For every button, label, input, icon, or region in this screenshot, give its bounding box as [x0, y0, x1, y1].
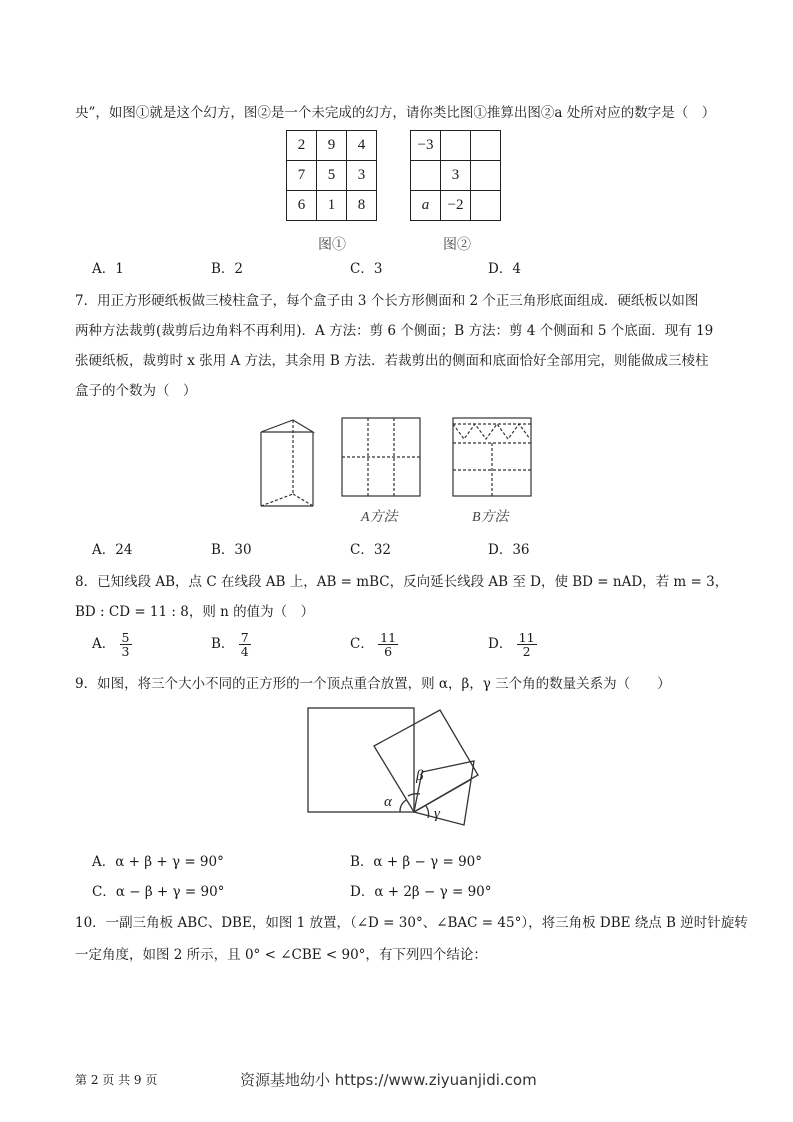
grid1-cell: 9: [317, 131, 347, 161]
method-a-board: [342, 418, 420, 496]
fraction-numerator: 5: [121, 630, 130, 645]
grid2-cell: [471, 161, 501, 191]
grid1-cell: 6: [287, 191, 317, 221]
alpha-label: α: [384, 794, 392, 810]
fraction-numerator: 7: [240, 630, 249, 645]
q8-option-b: [211, 631, 251, 658]
grid1-cell: 1: [317, 191, 347, 221]
q7-line-1: 7．用正方形硬纸板做三棱柱盒子，每个盒子由 3 个长方形侧面和 2 个正三角形底面组成．硬纸板以如图: [75, 293, 699, 309]
fraction: [239, 631, 251, 658]
q6-option-d: D．4: [488, 261, 521, 277]
magic-square-2: [410, 130, 501, 221]
q8-option-c: [350, 631, 398, 658]
grid1-cell: 3: [347, 161, 377, 191]
q9-option-b: B．α + β − γ = 90°: [350, 854, 483, 870]
fraction: [517, 631, 537, 658]
fraction-denominator: 2: [522, 644, 531, 659]
q6-option-a: A．1: [92, 261, 124, 277]
q7-line-2: 两种方法裁剪(裁剪后边角料不再利用)．A 方法：剪 6 个侧面；B 方法：剪 4 个侧面和 5 个底面．现有 19: [75, 323, 714, 339]
q9-option-c: C．α − β + γ = 90°: [92, 884, 225, 900]
option-label: C．: [350, 636, 374, 652]
grid1-cell: 4: [347, 131, 377, 161]
fraction-numerator: 11: [518, 630, 535, 645]
grid2-cell: −2: [441, 191, 471, 221]
q9-option-a: A．α + β + γ = 90°: [92, 854, 224, 870]
q7-option-d: D．36: [488, 542, 530, 558]
grid2-cell: −3: [411, 131, 441, 161]
q8-option-a: [92, 631, 132, 658]
option-label: B．: [211, 636, 235, 652]
method-b-caption: B方法: [472, 510, 509, 525]
fraction: [120, 631, 132, 658]
q7-option-a: A．24: [92, 542, 133, 558]
three-squares-figure: [300, 700, 495, 845]
q10-line-2: 一定角度，如图 2 所示，且 0° < ∠CBE < 90°，有下列四个结论：: [75, 947, 487, 963]
figure-caption-1: 图①: [318, 238, 346, 253]
grid2-cell: [411, 161, 441, 191]
grid2-cell: [441, 131, 471, 161]
q8-line-1: 8．已知线段 AB，点 C 在线段 AB 上，AB = mBC，反向延长线段 AB 至 D，使 BD = nAD，若 m = 3，: [75, 574, 729, 590]
q8-option-d: [488, 631, 537, 658]
beta-label: β: [416, 768, 424, 784]
q6-option-b: B．2: [211, 261, 244, 277]
q7-option-b: B．30: [211, 542, 252, 558]
grid2-cell: [471, 131, 501, 161]
fraction-denominator: 6: [384, 644, 393, 659]
method-a-caption: A方法: [361, 510, 398, 525]
magic-square-1: [286, 130, 377, 221]
q7-line-3: 张硬纸板，裁剪时 x 张用 A 方法，其余用 B 方法．若裁剪出的侧面和底面恰好全部用完，则能做成三棱柱: [75, 353, 709, 369]
large-square: [308, 708, 414, 812]
grid1-cell: 8: [347, 191, 377, 221]
option-label: D．: [488, 636, 513, 652]
fraction-numerator: 11: [380, 630, 397, 645]
q6-option-c: C．3: [350, 261, 383, 277]
grid2-cell: [471, 191, 501, 221]
fraction-denominator: 3: [121, 644, 130, 659]
q8-line-2: BD : CD = 11 : 8，则 n 的值为（ ）: [75, 604, 315, 620]
watermark-text: 资源基地幼小 https://www.ziyuanjidi.com: [240, 1071, 537, 1089]
q9-option-d: D．α + 2β − γ = 90°: [350, 884, 492, 900]
page-number: 第 2 页 共 9 页: [75, 1073, 158, 1087]
q7-line-4: 盒子的个数为（ ）: [75, 383, 197, 399]
grid1-cell: 2: [287, 131, 317, 161]
q6-intro: 央”，如图①就是这个幻方，图②是一个未完成的幻方，请你类比图①推算出图②a 处所对应的数字是（ ）: [75, 105, 716, 121]
fraction-denominator: 4: [240, 644, 249, 659]
fraction: [378, 631, 398, 658]
q10-line-1: 10．一副三角板 ABC、DBE，如图 1 放置，（∠D = 30°、∠BAC = 45°），将三角板 DBE 绕点 B 逆时针旋转: [75, 915, 748, 931]
q9-line: 9．如图，将三个大小不同的正方形的一个顶点重合放置，则 α，β，γ 三个角的数量关系为（ ）: [75, 676, 671, 692]
triangular-prism-figure: [261, 420, 313, 506]
gamma-label: γ: [434, 806, 440, 822]
figure-caption-2: 图②: [443, 238, 471, 253]
q7-option-c: C．32: [350, 542, 392, 558]
grid2-cell: a: [411, 191, 441, 221]
grid1-cell: 7: [287, 161, 317, 191]
grid2-cell: 3: [441, 161, 471, 191]
option-label: A．: [92, 636, 116, 652]
method-b-board: [453, 418, 531, 496]
grid1-cell: 5: [317, 161, 347, 191]
